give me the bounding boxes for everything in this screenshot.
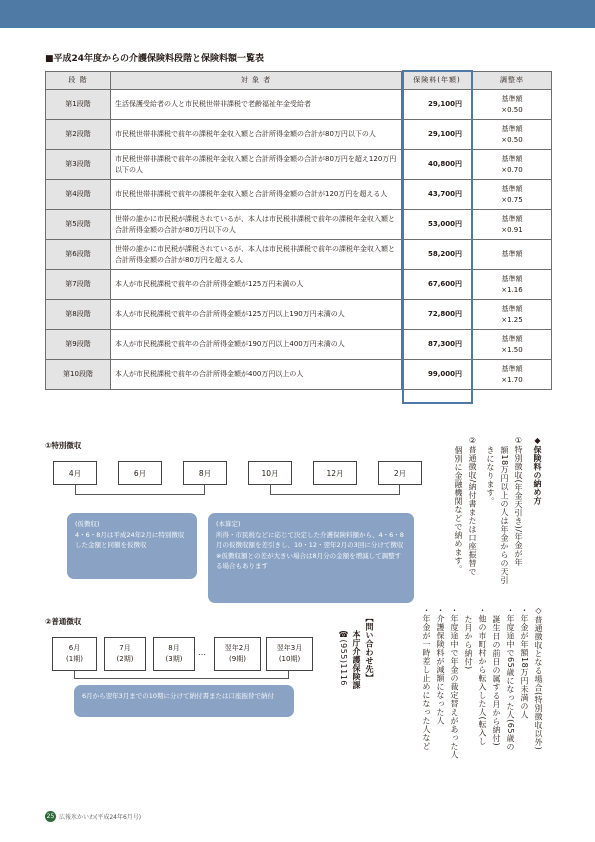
stage-cell: 第6段階 (46, 240, 111, 270)
rate-multiplier: ×1.70 (501, 375, 523, 384)
target-cell: 本人が市民税課税で前年の合計所得金額が190万円以上400万円未満の人 (111, 330, 402, 360)
installment-bracket (74, 671, 289, 679)
amount-cell: 67,600円 (402, 270, 473, 300)
page-footer (45, 811, 141, 822)
target-cell: 世帯の誰かに市民税が課税されているが、本人は市民税非課税で前年の課税年金収入額と合計所得金額の合計が80万円以下の人 (111, 210, 402, 240)
installment-period: (3期) (165, 655, 183, 663)
rate-base: 基準額 (501, 124, 523, 133)
rate-base: 基準額 (501, 304, 523, 313)
header-rate: 調整率 (473, 72, 552, 90)
special-collection-label: ①特別徴収 (45, 441, 82, 450)
rate-multiplier: ×0.91 (501, 225, 523, 234)
target-cell: 本人が市民税課税で前年の合計所得金額が125万円以上190万円未満の人 (111, 300, 402, 330)
installment-period: (1期) (66, 655, 83, 663)
right-text: ・他の市町村から転入した人(転入し (478, 606, 487, 746)
amount-cell: 72,800円 (402, 300, 473, 330)
target-cell: 本人が市民税課税で前年の合計所得金額が400万円以上の人 (111, 360, 402, 390)
rate-base: 基準額 (501, 184, 523, 193)
rate-multiplier: ×0.50 (501, 135, 523, 144)
amount-cell: 40,800円 (402, 150, 473, 180)
ellipsis: … (198, 648, 206, 657)
table-row (46, 330, 552, 360)
stage-cell: 第2段階 (46, 120, 111, 150)
amount-cell: 58,200円 (402, 240, 473, 270)
rate-base: 基準額 (501, 94, 523, 103)
contact-phone: ☎(955)1116 (339, 630, 348, 686)
provisional-bracket (75, 485, 205, 495)
contact-label: 【問い合わせ先】 (365, 614, 374, 682)
installment-month: 翌年3月 (276, 644, 303, 652)
right-text: きになります。 (486, 446, 495, 506)
table-row (46, 210, 552, 240)
premium-table (45, 71, 552, 390)
month-box: 2月 (378, 461, 422, 485)
right-text: ・介護保険料が減額になった人 (436, 606, 445, 725)
rate-cell (473, 120, 552, 150)
installment-box (104, 637, 146, 671)
table-row (46, 150, 552, 180)
rate-base: 基準額 (501, 274, 523, 283)
installment-box (214, 637, 261, 671)
installment-month: 7月 (119, 644, 131, 652)
right-text: た月から納付) (464, 615, 473, 670)
rate-base: 基準額 (501, 250, 523, 258)
header-amount: 保険料(年額) (402, 72, 473, 90)
normal-note: 6月から翌年3月までの10期に分けて納付書または口座振替で納付 (74, 685, 294, 717)
stage-cell: 第5段階 (46, 210, 111, 240)
table-title: ■平成24年度からの介護保険料段階と保険料額一覧表 (45, 54, 265, 64)
normal-collection-label: ②普通徴収 (45, 617, 82, 626)
installment-month: 6月 (68, 644, 81, 652)
stage-cell: 第7段階 (46, 270, 111, 300)
right-heading: ◆保険料の納め方 (533, 436, 542, 505)
rate-cell (473, 330, 552, 360)
stage-cell: 第4段階 (46, 180, 111, 210)
target-cell: 市民税世帯非課税で前年の課税年金収入額と合計所得金額の合計が120万円を超える人 (111, 180, 402, 210)
amount-cell: 29,100円 (402, 120, 473, 150)
contact-dept: 本庁介護保険課 (352, 630, 361, 690)
rate-multiplier: ×0.75 (501, 195, 523, 204)
amount-cell: 87,300円 (402, 330, 473, 360)
stage-cell: 第3段階 (46, 150, 111, 180)
rate-cell (473, 180, 552, 210)
table-row (46, 180, 552, 210)
installment-period: (10期) (278, 655, 301, 663)
final-bracket (270, 485, 400, 495)
installment-box (52, 637, 97, 671)
target-cell: 市民税世帯非課税で前年の課税年金収入額と合計所得金額の合計が80万円以下の人 (111, 120, 402, 150)
right-text: ①特別徴収(年金天引き)/年金が年 (514, 436, 523, 567)
installment-box (266, 637, 313, 671)
right-text: 額18万円以上の人は年金からの天引 (500, 446, 509, 585)
stage-cell: 第1段階 (46, 90, 111, 120)
right-text: 個別に金融機関などで納めます。 (454, 446, 463, 574)
stage-cell: 第8段階 (46, 300, 111, 330)
target-cell: 本人が市民税課税で前年の合計所得金額が125万円未満の人 (111, 270, 402, 300)
rate-multiplier: ×1.16 (501, 285, 523, 294)
amount-cell: 53,000円 (402, 210, 473, 240)
rate-cell (473, 270, 552, 300)
rate-cell (473, 300, 552, 330)
provisional-note: (仮徴収) 4・6・8月は平成24年2月に特別徴収した金額と同額を仮徴収 (67, 513, 197, 579)
rate-cell (473, 210, 552, 240)
rate-multiplier: ×1.50 (501, 345, 523, 354)
rate-cell (473, 240, 552, 270)
rate-multiplier: ×0.70 (501, 165, 523, 174)
final-note: (本算定) 所得・市民税などに応じて決定した介護保険料額から、4・6・8月の仮徴収額を差引きし、10・12・翌年2月の3回に分けて徴収 ※仮徴収額との差が大きい場合は8月分の金額を増減して調整する場合もあります (208, 513, 414, 603)
right-text: ②普通徴収/納付書または口座振替で (468, 436, 477, 577)
right-text: ・年金が一時差し止めになった人など (422, 606, 431, 751)
installment-month: 8月 (168, 644, 180, 652)
table-row (46, 360, 552, 390)
month-box: 8月 (183, 461, 227, 485)
amount-cell: 29,100円 (402, 90, 473, 120)
right-text: ・年金が年額18万円未満の人 (520, 606, 529, 720)
page-number: 25 (46, 813, 55, 820)
amount-cell: 43,700円 (402, 180, 473, 210)
installment-box (153, 637, 195, 671)
table-row (46, 90, 552, 120)
rate-base: 基準額 (501, 364, 523, 373)
top-banner (0, 0, 595, 28)
rate-cell (473, 150, 552, 180)
installment-period: (9期) (229, 655, 246, 663)
right-subheading: ◇普通徴収となる場合(特別徴収以外) (534, 606, 543, 751)
table-header-row (46, 72, 552, 90)
rate-cell (473, 360, 552, 390)
stage-cell: 第9段階 (46, 330, 111, 360)
rate-base: 基準額 (501, 334, 523, 343)
rate-multiplier: ×0.50 (501, 105, 523, 114)
amount-cell: 99,000円 (402, 360, 473, 390)
publication-name: 広報氷かいわ(平成24年6月号) (59, 814, 142, 821)
right-text: ・年度途中で65歳になった人(65歳の (506, 606, 515, 751)
target-cell: 世帯の誰かに市民税が課税されているが、本人は市民税非課税で前年の課税年金収入額と合計所得金額の合計が80万円を超える人 (111, 240, 402, 270)
table-row (46, 300, 552, 330)
stage-cell: 第10段階 (46, 360, 111, 390)
table-row (46, 240, 552, 270)
installment-month: 翌年2月 (224, 644, 251, 652)
month-box: 10月 (248, 461, 292, 485)
header-stage: 段 階 (46, 72, 111, 90)
rate-base: 基準額 (501, 214, 523, 223)
header-target: 対 象 者 (111, 72, 402, 90)
rate-multiplier: ×1.25 (501, 315, 523, 324)
rate-base: 基準額 (501, 154, 523, 163)
table-row (46, 270, 552, 300)
right-text: ・年度途中で年金の裁定替えがあった人 (450, 606, 459, 759)
month-box: 12月 (313, 461, 357, 485)
right-text: 誕生日の前日の属する月から納付) (492, 615, 501, 747)
table-row (46, 120, 552, 150)
month-box: 4月 (53, 461, 97, 485)
rate-cell (473, 90, 552, 120)
target-cell: 生活保護受給者の人と市民税世帯非課税で老齢福祉年金受給者 (111, 90, 402, 120)
installment-period: (2期) (116, 655, 134, 663)
month-box: 6月 (118, 461, 162, 485)
target-cell: 市民税世帯非課税で前年の課税年金収入額と合計所得金額の合計が80万円を超え120万円以下の人 (111, 150, 402, 180)
